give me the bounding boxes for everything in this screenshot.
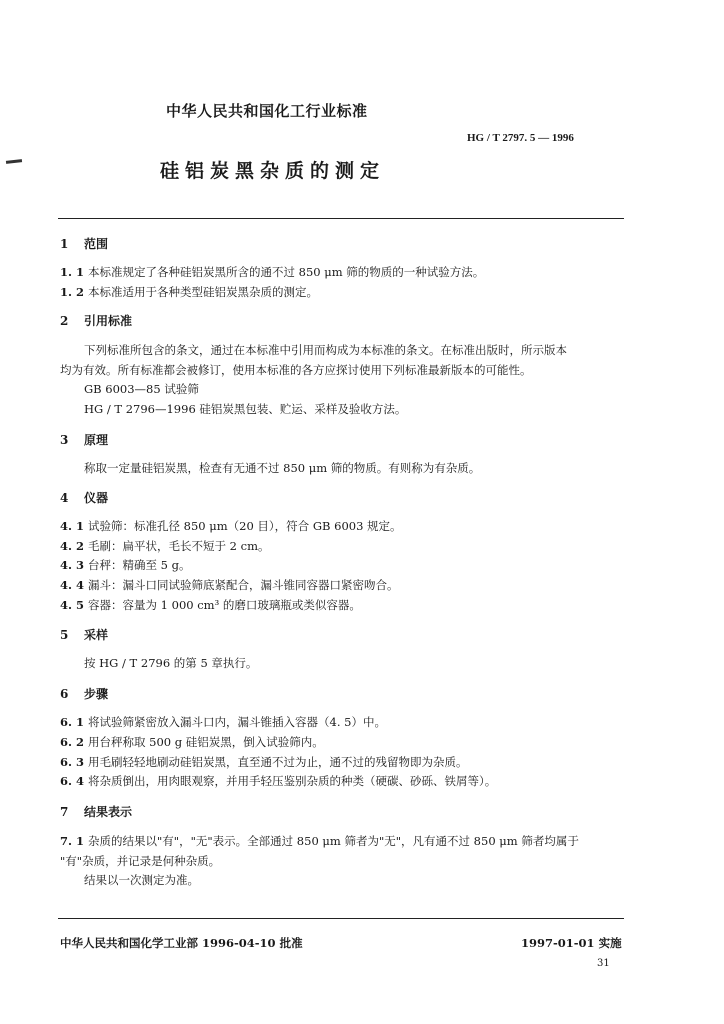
- clause-6-2: [60, 734, 324, 750]
- section-title: 引用标准: [84, 314, 133, 328]
- clause-number: 6. 2: [60, 735, 85, 749]
- clause-text: 本标准适用于各种类型硅铝炭黑杂质的测定。: [88, 285, 318, 299]
- clause-number: 4. 2: [60, 539, 85, 553]
- section-3-heading: [60, 431, 108, 448]
- clause-text: 用毛刷轻轻地刷动硅铝炭黑，直至通不过为止，通不过的残留物即为杂质。: [88, 755, 468, 769]
- section-number: 1: [60, 237, 69, 251]
- clause-text: 杂质的结果以"有"，"无"表示。全部通过 850 μm 筛者为"无"，凡有通不过 850 μm 筛者均属于: [88, 834, 579, 848]
- section-title: 原理: [84, 433, 109, 447]
- paragraph-line: 均为有效。所有标准都会被修订，使用本标准的各方应探讨使用下列标准最新版本的可能性。: [60, 363, 532, 377]
- clause-6-3: [60, 754, 468, 770]
- section-number: 7: [60, 805, 69, 819]
- section-title: 步骤: [84, 687, 109, 701]
- section-number: 3: [60, 433, 69, 447]
- section-5-heading: [60, 626, 108, 643]
- clause-number: 7. 1: [60, 834, 85, 848]
- approval-statement: 中华人民共和国化学工业部 1996-04-10 批准: [60, 936, 303, 950]
- clause-number: 1. 2: [60, 285, 85, 299]
- section-number: 4: [60, 491, 69, 505]
- clause-7-1: [60, 833, 579, 849]
- clause-1-1: [60, 264, 484, 280]
- scan-mark: [6, 159, 22, 164]
- clause-7-1-continued: "有"杂质，并记录是何种杂质。: [60, 854, 221, 868]
- clause-6-1: [60, 714, 386, 730]
- section-1-heading: [60, 235, 108, 252]
- clause-4-4: [60, 577, 399, 593]
- sampling-paragraph: 按 HG / T 2796 的第 5 章执行。: [84, 656, 258, 670]
- clause-number: 4. 3: [60, 558, 85, 572]
- clause-text: 毛刷：扁平状，毛长不短于 2 cm。: [88, 539, 270, 553]
- clause-text: 漏斗：漏斗口同试验筛底紧配合，漏斗锥同容器口紧密吻合。: [88, 578, 399, 592]
- clause-1-2: [60, 284, 318, 300]
- section-4-heading: [60, 489, 108, 506]
- paragraph-line: 下列标准所包含的条文，通过在本标准中引用而构成为本标准的条文。在标准出版时，所示版本: [84, 343, 567, 357]
- clause-number: 4. 1: [60, 519, 85, 533]
- section-title: 仪器: [84, 491, 109, 505]
- clause-text: 容器：容量为 1 000 cm³ 的磨口玻璃瓶或类似容器。: [88, 598, 361, 612]
- effective-date: 1997-01-01 实施: [521, 936, 622, 950]
- clause-4-5: [60, 597, 361, 613]
- clause-number: 6. 3: [60, 755, 85, 769]
- clause-text: 将杂质倒出，用肉眼观察，并用手轻压鉴别杂质的种类（硬碳、砂砾、铁屑等）。: [88, 774, 497, 788]
- section-title: 采样: [84, 628, 109, 642]
- clause-text: 台秤：精确至 5 g。: [88, 558, 191, 572]
- section-2-heading: [60, 312, 132, 329]
- clause-6-4: [60, 773, 496, 789]
- section-number: 5: [60, 628, 69, 642]
- page-number: 31: [597, 958, 610, 969]
- section-title: 范围: [84, 237, 109, 251]
- section-7-heading: [60, 803, 132, 820]
- footer-rule: [58, 918, 624, 919]
- clause-number: 1. 1: [60, 265, 85, 279]
- section-6-heading: [60, 685, 108, 702]
- clause-4-2: [60, 538, 269, 554]
- clause-number: 4. 4: [60, 578, 85, 592]
- header-rule: [58, 218, 624, 219]
- standard-number: HG / T 2797. 5 — 1996: [467, 132, 574, 144]
- clause-number: 6. 4: [60, 774, 85, 788]
- clause-number: 6. 1: [60, 715, 85, 729]
- section-number: 6: [60, 687, 69, 701]
- result-paragraph: 结果以一次测定为准。: [84, 873, 199, 887]
- section-number: 2: [60, 314, 69, 328]
- clause-text: 用台秤称取 500 g 硅铝炭黑，倒入试验筛内。: [88, 735, 324, 749]
- document-title: 硅铝炭黑杂质的测定: [160, 160, 386, 182]
- issuing-organization: 中华人民共和国化工行业标准: [166, 102, 368, 120]
- principle-paragraph: 称取一定量硅铝炭黑，检查有无通不过 850 μm 筛的物质。有则称为有杂质。: [84, 461, 481, 475]
- clause-4-3: [60, 557, 191, 573]
- clause-number: 4. 5: [60, 598, 85, 612]
- section-title: 结果表示: [84, 805, 133, 819]
- clause-text: 将试验筛紧密放入漏斗口内，漏斗锥插入容器（4. 5）中。: [88, 715, 386, 729]
- clause-text: 试验筛：标准孔径 850 μm（20 目），符合 GB 6003 规定。: [88, 519, 402, 533]
- clause-text: 本标准规定了各种硅铝炭黑所含的通不过 850 μm 筛的物质的一种试验方法。: [88, 265, 485, 279]
- normative-reference: GB 6003—85 试验筛: [84, 382, 199, 396]
- clause-4-1: [60, 518, 402, 534]
- normative-reference: HG / T 2796—1996 硅铝炭黑包装、贮运、采样及验收方法。: [84, 402, 407, 416]
